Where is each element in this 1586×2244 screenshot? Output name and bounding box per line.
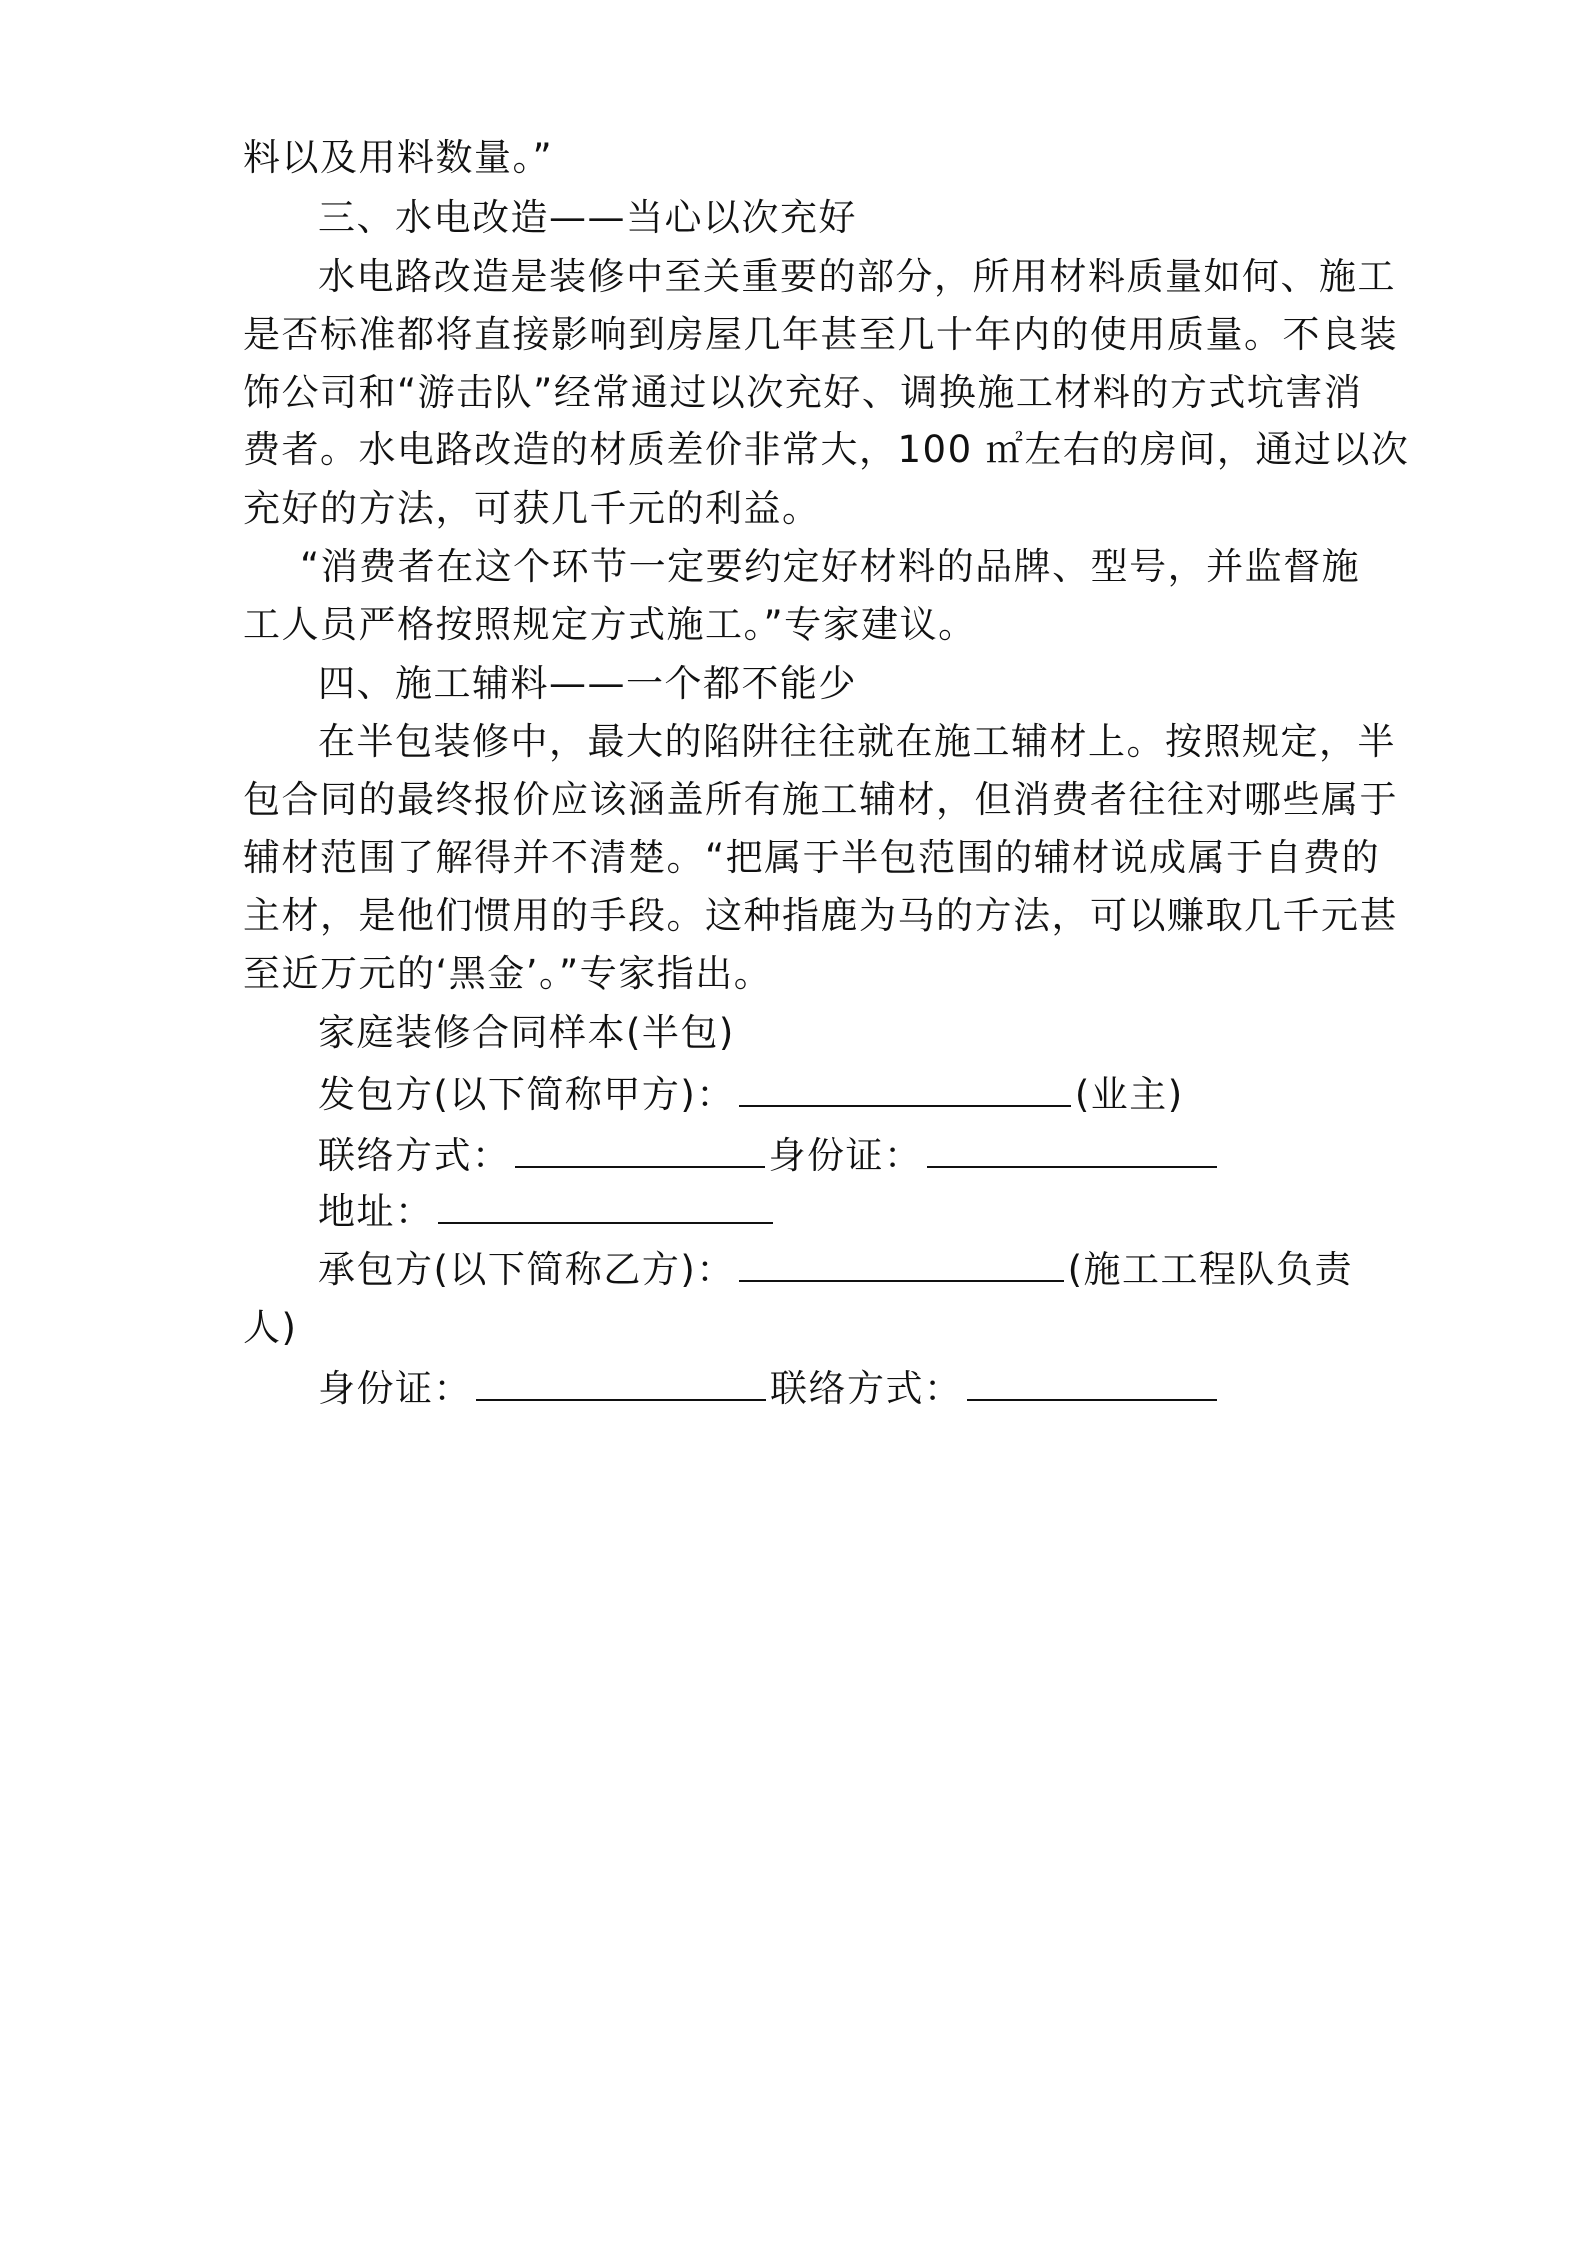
paragraph-line: 包合同的最终报价应该涵盖所有施工辅材，但消费者往往对哪些属于 bbox=[243, 778, 1398, 821]
id-blank[interactable] bbox=[927, 1132, 1217, 1168]
section-heading: 四、施工辅料——一个都不能少 bbox=[318, 662, 857, 705]
paragraph-line: 料以及用料数量。” bbox=[243, 136, 554, 179]
address-blank[interactable] bbox=[438, 1188, 773, 1224]
paragraph-line: 至近万元的‘黑金’。”专家指出。 bbox=[243, 952, 773, 995]
paragraph-line: 是否标准都将直接影响到房屋几年甚至几十年内的使用质量。不良装 bbox=[243, 313, 1398, 356]
paragraph-line: 主材，是他们惯用的手段。这种指鹿为马的方法，可以赚取几千元甚 bbox=[243, 894, 1398, 937]
contact-label: 联络方式： bbox=[318, 1134, 511, 1177]
contact-blank[interactable] bbox=[967, 1365, 1217, 1401]
paragraph-line: 水电路改造是装修中至关重要的部分，所用材料质量如何、施工 bbox=[318, 255, 1396, 298]
party-b-row bbox=[318, 1246, 1353, 1292]
party-a-blank[interactable] bbox=[739, 1071, 1071, 1107]
paragraph-line: 在半包装修中，最大的陷阱往往就在施工辅材上。按照规定，半 bbox=[318, 720, 1396, 763]
party-a-suffix: (业主) bbox=[1074, 1073, 1184, 1116]
party-b-suffix-cont: 人) bbox=[243, 1306, 298, 1349]
party-a-label: 发包方(以下简称甲方)： bbox=[318, 1073, 735, 1116]
paragraph-line: 充好的方法，可获几千元的利益。 bbox=[243, 487, 821, 530]
id-label: 身份证： bbox=[318, 1367, 472, 1410]
paragraph-line: “消费者在这个环节一定要约定好材料的品牌、型号，并监督施 bbox=[300, 545, 1361, 588]
paragraph-line: 费者。水电路改造的材质差价非常大，100 ㎡左右的房间，通过以次 bbox=[243, 428, 1410, 471]
party-a-row bbox=[318, 1071, 1353, 1117]
party-b-label: 承包方(以下简称乙方)： bbox=[318, 1248, 735, 1291]
contract-title: 家庭装修合同样本(半包) bbox=[318, 1011, 735, 1054]
address-label: 地址： bbox=[318, 1190, 434, 1233]
contact-id-row-2 bbox=[318, 1365, 1353, 1411]
id-blank[interactable] bbox=[476, 1365, 766, 1401]
section-heading: 三、水电改造——当心以次充好 bbox=[318, 196, 857, 239]
contact-label: 联络方式： bbox=[770, 1367, 963, 1410]
paragraph-line: 辅材范围了解得并不清楚。“把属于半包范围的辅材说成属于自费的 bbox=[243, 836, 1381, 879]
paragraph-line: 饰公司和“游击队”经常通过以次充好、调换施工材料的方式坑害消 bbox=[243, 371, 1363, 414]
address-row bbox=[318, 1188, 1353, 1234]
party-b-suffix: (施工工程队负责 bbox=[1067, 1248, 1353, 1291]
contact-id-row-1 bbox=[318, 1132, 1353, 1178]
id-label: 身份证： bbox=[768, 1134, 923, 1177]
party-b-blank[interactable] bbox=[739, 1246, 1064, 1282]
contact-blank[interactable] bbox=[515, 1132, 765, 1168]
paragraph-line: 工人员严格按照规定方式施工。”专家建议。 bbox=[243, 603, 977, 646]
